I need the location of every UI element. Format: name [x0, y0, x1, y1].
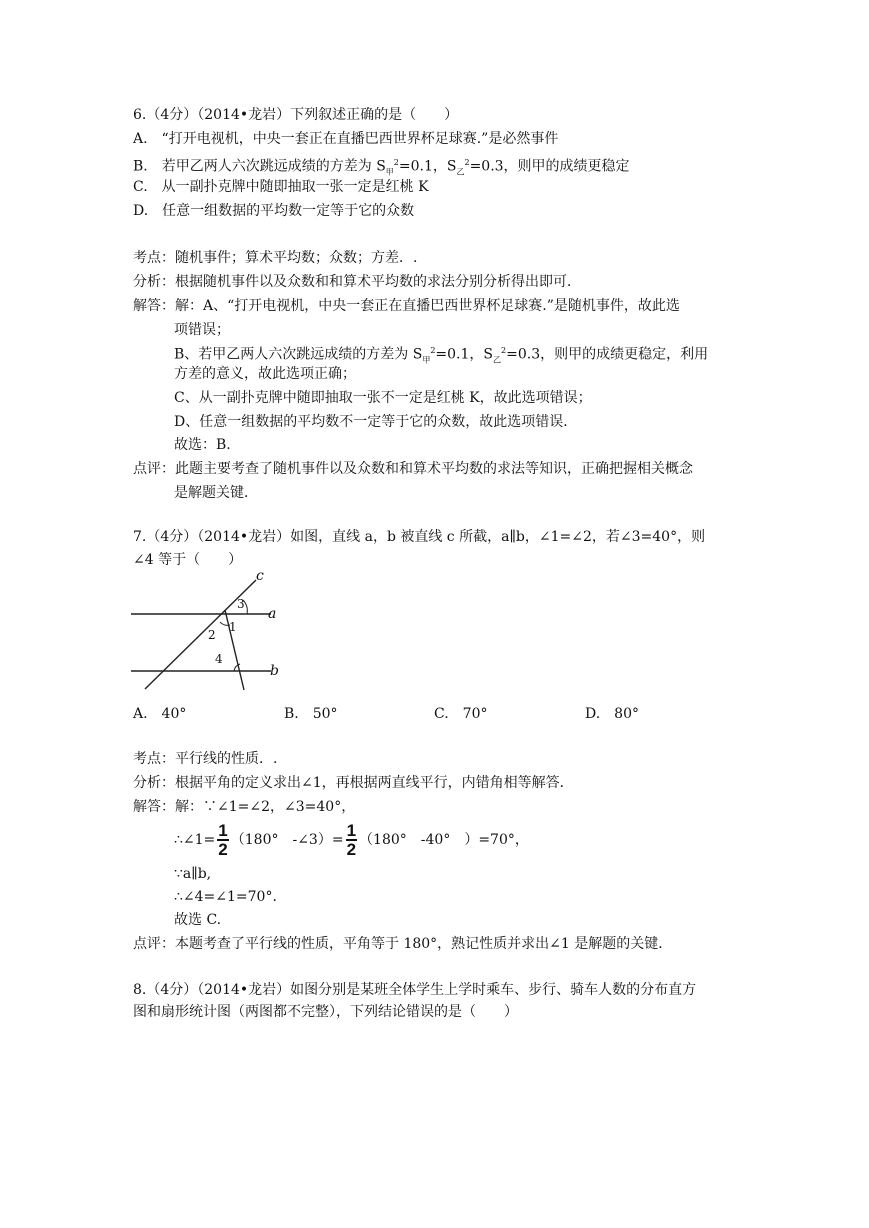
q7-formula-text: （180° -∠3）=	[230, 832, 344, 848]
q8-stem: 图和扇形统计图（两图都不完整），下列结论错误的是（ ）	[133, 1004, 518, 1020]
q6-jieda-line: D、任意一组数据的平均数不一定等于它的众数，故此选项错误．	[174, 414, 578, 430]
q6-stem: 6.（4分）（2014•龙岩）下列叙述正确的是（ ）	[133, 107, 459, 123]
q7-option-d: D. 80°	[585, 706, 639, 722]
fraction-half	[217, 822, 228, 858]
q6-option-b-text: B. 若甲乙两人六次跳远成绩的方差为 S	[133, 158, 386, 175]
q6-kaodian: 考点：随机事件；算术平均数；众数；方差．.	[133, 250, 418, 266]
q6-dianping: 是解题关键．	[174, 485, 258, 501]
label-a: a	[268, 606, 277, 622]
q7-formula-text: （180° -40° ）=70°，	[359, 832, 529, 848]
q6-jieda-line: 故选：B.	[174, 437, 231, 453]
q6-jieda-line: 解答：解：A、“打开电视机，中央一套正在直播巴西世界杯足球赛.”是随机事件，故此选	[133, 298, 680, 314]
fraction-numerator: 1	[346, 821, 357, 840]
q7-jieda-line: ∴∠4=∠1=70°．	[174, 889, 287, 905]
q6-option-b-sub1: 甲	[385, 167, 394, 177]
q6-jieda-text: =0.3，则甲的成绩更稳定，利用	[506, 346, 709, 363]
q8-stem: 8.（4分）（2014•龙岩）如图分别是某班全体学生上学时乘车、步行、骑车人数的分布直方	[133, 982, 697, 998]
q6-jieda-line: 项错误；	[174, 322, 230, 338]
q7-fenxi: 分析：根据平角的定义求出∠1，再根据两直线平行，内错角相等解答．	[133, 775, 574, 791]
q7-option-a: A. 40°	[133, 706, 187, 722]
q6-jieda-sub1: 甲	[422, 355, 431, 365]
fraction-denominator: 2	[218, 840, 228, 859]
q6-jieda-text: =0.1，S	[435, 346, 494, 363]
label-c: c	[256, 570, 264, 584]
q6-jieda-sup1: 2	[430, 346, 436, 355]
q6-fenxi: 分析：根据随机事件以及众数和和算术平均数的求法分别分析得出即可．	[133, 274, 581, 290]
fraction-half	[346, 822, 357, 858]
q6-option-c: C. 从一副扑克牌中随即抽取一张一定是红桃 K	[133, 179, 429, 195]
q7-jieda-line: 解答：解：∵∠1=∠2，∠3=40°，	[133, 799, 356, 815]
q6-jieda-sup2: 2	[501, 346, 507, 355]
q7-option-b: B. 50°	[284, 706, 338, 722]
q6-option-b-sup1: 2	[393, 158, 399, 167]
parallel-lines-figure	[131, 570, 279, 692]
q6-jieda-text: B、若甲乙两人六次跳远成绩的方差为 S	[174, 346, 423, 363]
q6-option-b-sub2: 乙	[456, 167, 465, 177]
q7-jieda-line: 故选 C.	[174, 912, 222, 928]
q7-stem: 7.（4分）（2014•龙岩）如图，直线 a，b 被直线 c 所截，a∥b，∠1=∠2，若∠3=40°，则	[133, 529, 706, 545]
q6-jieda-sub2: 乙	[493, 355, 502, 365]
label-angle-3: 3	[237, 597, 245, 611]
q6-option-d: D. 任意一组数据的平均数一定等于它的众数	[133, 203, 415, 219]
q6-jieda-line: C、从一副扑克牌中随即抽取一张不一定是红桃 K，故此选项错误；	[174, 390, 592, 406]
label-angle-1: 1	[229, 620, 237, 634]
q6-option-a: A. “打开电视机，中央一套正在直播巴西世界杯足球赛.”是必然事件	[133, 131, 559, 147]
q7-dianping: 点评：本题考查了平行线的性质，平角等于 180°，熟记性质并求出∠1 是解题的关键．	[133, 936, 673, 952]
q6-dianping: 点评：此题主要考查了随机事件以及众数和和算术平均数的求法等知识，正确把握相关概念	[133, 461, 693, 477]
q7-option-c: C. 70°	[434, 706, 488, 722]
fraction-denominator: 2	[346, 840, 357, 859]
q7-jieda-line: ∵a∥b,	[174, 866, 212, 882]
q7-formula-text: ∴∠1=	[174, 832, 216, 848]
q6-option-b-text: =0.1，S	[398, 158, 457, 175]
label-b: b	[270, 663, 279, 679]
q6-option-b-sup2: 2	[464, 158, 470, 167]
q7-jieda-formula	[174, 820, 529, 860]
label-angle-2: 2	[208, 628, 216, 642]
q7-stem: ∠4 等于（ ）	[133, 552, 243, 568]
q7-kaodian: 考点：平行线的性质．.	[133, 751, 278, 767]
q6-option-b-text: =0.3，则甲的成绩更稳定	[469, 158, 630, 175]
fraction-numerator: 1	[218, 821, 228, 840]
label-angle-4: 4	[215, 652, 223, 666]
q6-jieda-line: 方差的意义，故此选项正确；	[174, 366, 356, 382]
